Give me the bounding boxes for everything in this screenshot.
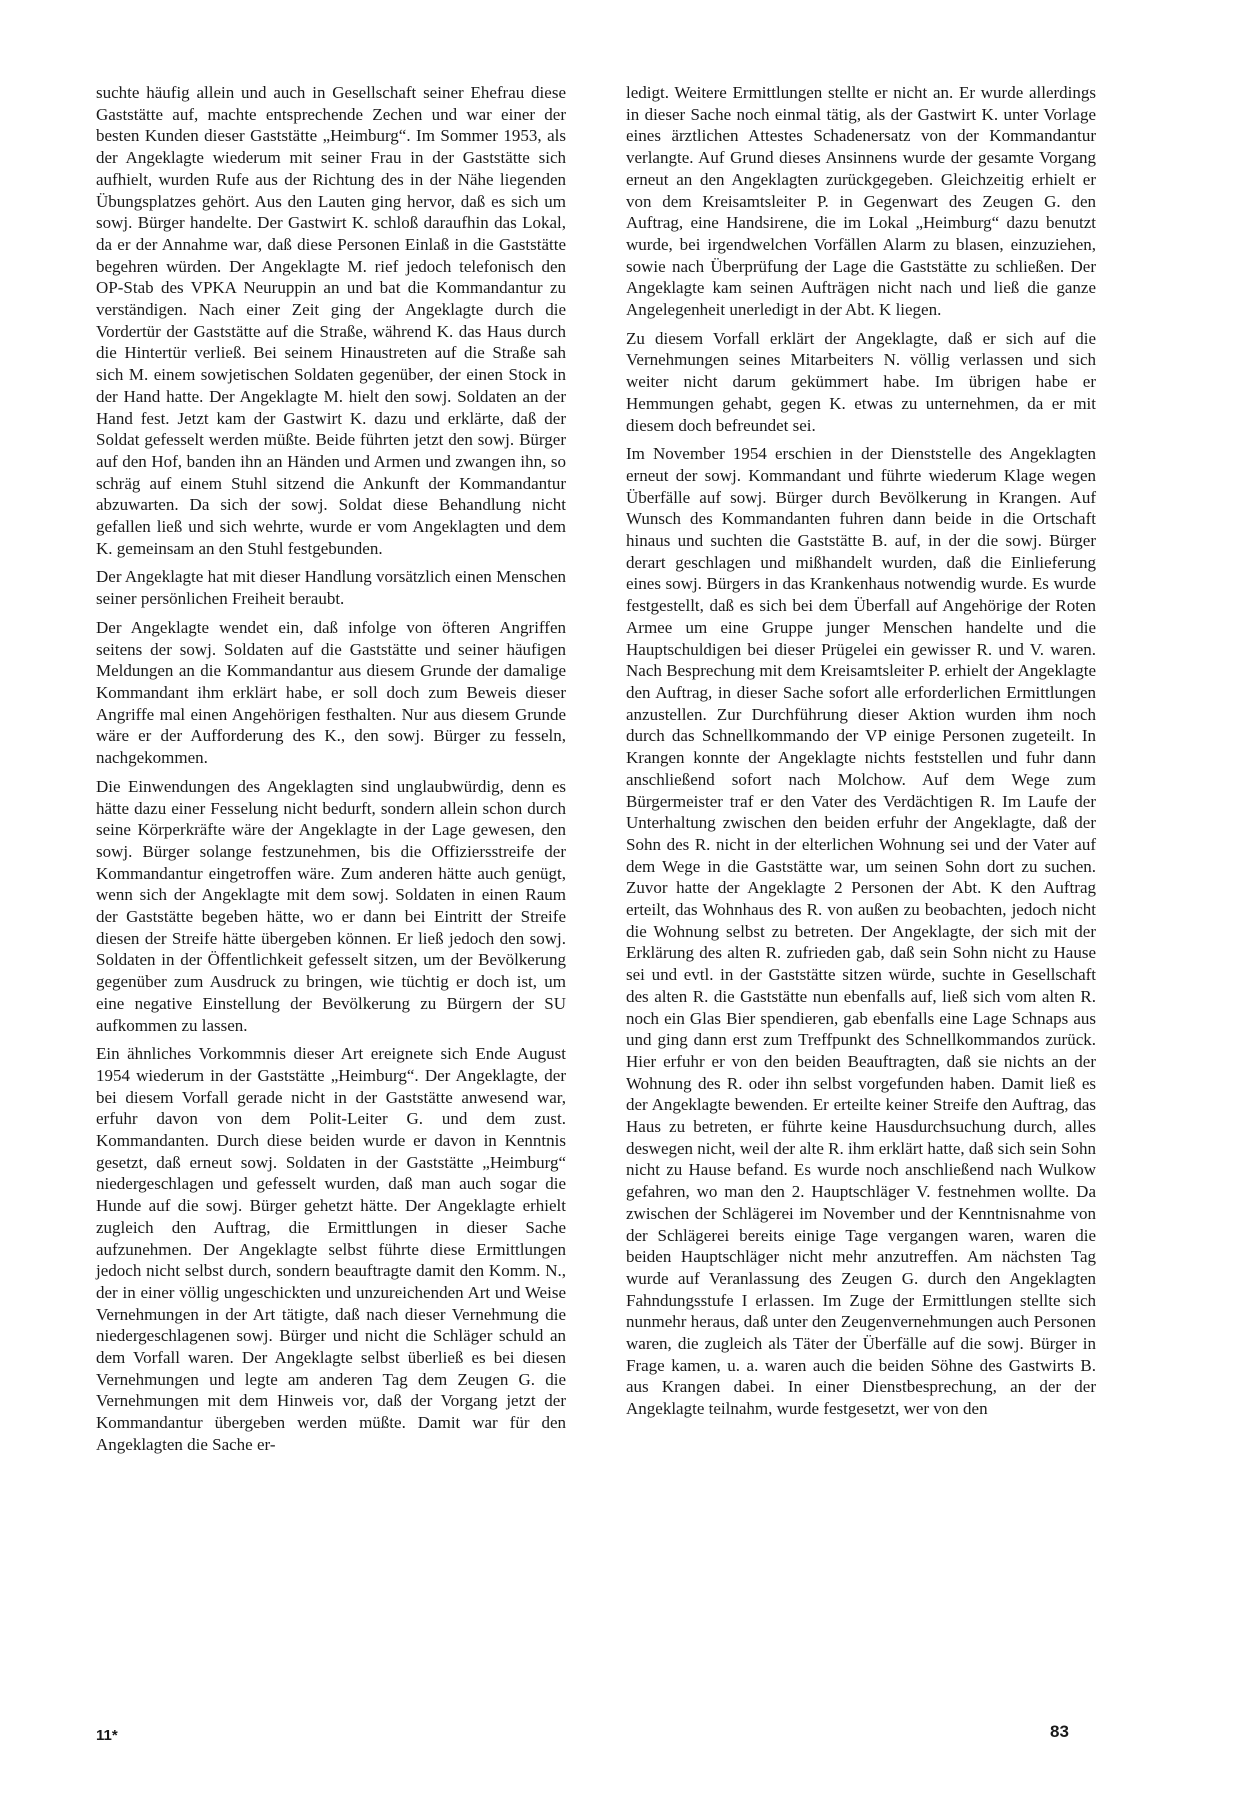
paragraph: Der Angeklagte hat mit dieser Handlung vorsätzlich einen Menschen seiner persönlichen Freiheit beraubt.: [96, 567, 566, 609]
paragraph: Die Einwendungen des Angeklagten sind unglaubwürdig, denn es hätte dazu einer Fesselung nicht bedurft, sondern allein schon durch seine Körperkräfte wäre der Angeklagte in der Lage gewesen, den sowj. Bürger solange festzunehmen, bis die Offiziersstreife der Kommandantur eingetroffen wäre. Zum anderen hätte auch genügt, wenn sich der Angeklagte mit dem sowj. Soldaten in einen Raum der Gaststätte begeben hätte, wo er dann bei Eintritt der Streife diesen der Streife hätte übergeben können. Er ließ jedoch den sowj. Soldaten in der Öffentlichkeit gefesselt sitzen, um der Bevölkerung gegenüber zum Ausdruck zu bringen, wie tüchtig er doch ist, um eine negative Einstellung der Bevölkerung zu Bürgern der SU aufkommen zu lassen.: [96, 776, 566, 1035]
paragraph: Der Angeklagte wendet ein, daß infolge von öfteren Angriffen seitens der sowj. Soldaten auf die Gaststätte und seiner häufigen Meldungen an die Kommandantur aus diesem Grunde der damalige Kommandant ihm erklärt habe, er soll doch zum Beweis dieser Angriffe mal einen Angehörigen festhalten. Nur aus diesem Grunde wäre er der Aufforderung des K., den sowj. Bürger zu fesseln, nachgekommen.: [96, 617, 566, 768]
signature-mark: 11*: [96, 1727, 118, 1744]
page-number: 83: [1050, 1722, 1069, 1741]
paragraph: ledigt. Weitere Ermittlungen stellte er nicht an. Er wurde allerdings in dieser Sache noch einmal tätig, als der Gastwirt K. unter Vorlage eines ärztlichen Attestes Schadenersatz von der Kommandantur verlangte. Auf Grund dieses Ansinnens wurde der gesamte Vorgang erneut an den Angeklagten zurückgegeben. Gleichzeitig erhielt er von dem Kreisamtsleiter P. in Gegenwart des Zeugen G. den Auftrag, eine Handsirene, die im Lokal „Heimburg“ dazu benutzt wurde, bei irgendwelchen Vorfällen Alarm zu blasen, einzuziehen, sowie nach Überprüfung der Lage die Gaststätte zu schließen. Der Angeklagte kam seinen Aufträgen nicht nach und ließ die ganze Angelegenheit unerledigt in der Abt. K liegen.: [626, 83, 1096, 320]
right-text-column: [626, 82, 1096, 1420]
paragraph: Im November 1954 erschien in der Dienststelle des Angeklagten erneut der sowj. Kommandant und führte wiederum Klage wegen Überfälle auf sowj. Bürger durch Bevölkerung in Krangen. Auf Wunsch des Kommandanten fuhren dann beide in die Ortschaft hinaus und suchten die Gaststätte B. auf, in der die sowj. Bürger derart geschlagen und mißhandelt wurden, daß die Einlieferung eines sowj. Bürgers in das Krankenhaus notwendig wurde. Es wurde festgestellt, daß es sich bei dem Überfall auf Angehörige der Roten Armee um eine Gruppe junger Menschen handelte und die Hauptschuldigen bei dieser Prügelei ein gewisser R. und V. waren. Nach Besprechung mit dem Kreisamtsleiter P. erhielt der Angeklagte den Auftrag, in dieser Sache sofort alle erforderlichen Ermittlungen anzustellen. Zur Durchführung dieser Aktion wurden ihm noch durch das Schnellkommando der VP einige Personen zugeteilt. In Krangen konnte der Angeklagte nichts feststellen und fuhr dann anschließend sofort nach Molchow. Auf dem Wege zum Bürgermeister traf er den Vater des Verdächtigen R. Im Laufe der Unterhaltung zwischen den beiden erfuhr der Angeklagte, daß der Sohn des R. nicht in der elterlichen Wohnung sei und der Vater auf dem Wege in die Gaststätte war, um seinen Sohn dort zu suchen. Zuvor hatte der Angeklagte 2 Personen der Abt. K den Auftrag erteilt, das Wohnhaus des R. von außen zu beobachten, jedoch nicht die Wohnung selbst zu betreten. Der Angeklagte, der sich mit der Erklärung des alten R. zufrieden gab, daß sein Sohn nicht zu Hause sei und evtl. in der Gaststätte sitzen würde, suchte in Gesellschaft des alten R. die Gaststätte nun ebenfalls auf, ließ sich vom alten R. noch ein Glas Bier spendieren, gab ebenfalls eine Lage Schnaps aus und ging dann erst zum Treffpunkt des Schnellkommandos zurück. Hier erfuhr er von den beiden Beauftragten, daß sie nichts an der Wohnung des R. oder ihn selbst vorgefunden haben. Damit ließ es der Angeklagte bewenden. Er erteilte keiner Streife den Auftrag, das Haus zu betreten, er führte keine Hausdurchsuchung durch, alles deswegen nicht, weil der alte R. ihm erklärt hatte, daß sich sein Sohn nicht zu Hause befand. Es wurde noch anschließend nach Wulkow gefahren, wo man den 2. Hauptschläger V. festnehmen wollte. Da zwischen der Schlägerei im November und der Kenntnisnahme von der Schlägerei bereits einige Tage vergangen waren, waren die beiden Hauptschläger nicht mehr anzutreffen. Am nächsten Tag wurde auf Veranlassung des Zeugen G. durch den Angeklagten Fahndungsstufe I erlassen. Im Zuge der Ermittlungen stellte sich nunmehr heraus, daß unter den Zeugenvernehmungen auch Personen waren, die zugleich als Täter der Überfälle auf die sowj. Bürger in Frage kamen, u. a. waren auch die beiden Söhne des Gastwirts B. aus Krangen dabei. In einer Dienstbesprechung, an der der Angeklagte teilnahm, wurde festgesetzt, wer von den: [626, 444, 1096, 1419]
left-text-column: [96, 82, 566, 1456]
paragraph: Ein ähnliches Vorkommnis dieser Art ereignete sich Ende August 1954 wiederum in der Gaststätte „Heimburg“. Der Angeklagte, der bei diesem Vorfall gerade nicht in der Gaststätte anwesend war, erfuhr davon von dem Polit-Leiter G. und dem zust. Kommandanten. Durch diese beiden wurde er davon in Kenntnis gesetzt, daß erneut sowj. Soldaten in der Gaststätte „Heimburg“ niedergeschlagen und gefesselt wurden, daß man auch sogar die Hunde auf die sowj. Bürger gehetzt hätte. Der Angeklagte erhielt zugleich den Auftrag, die Ermittlungen in dieser Sache aufzunehmen. Der Angeklagte selbst führte diese Ermittlungen jedoch nicht selbst durch, sondern beauftragte damit den Komm. N., der in einer völlig ungeschickten und unzureichenden Art und Weise Vernehmungen in der Art tätigte, daß nach dieser Vernehmung die niedergeschlagenen sowj. Bürger und nicht die Schläger schuld an dem Vorfall waren. Der Angeklagte selbst überließ es bei diesen Vernehmungen und legte am anderen Tag dem Zeugen G. die Vernehmungen mit dem Hinweis vor, daß der Vorgang jetzt der Kommandantur übergeben werden müßte. Damit war für den Angeklagten die Sache er-: [96, 1044, 566, 1454]
paragraph: suchte häufig allein und auch in Gesellschaft seiner Ehefrau diese Gaststätte auf, machte entsprechende Zechen und war einer der besten Kunden dieser Gaststätte „Heimburg“. Im Sommer 1953, als der Angeklagte wiederum mit seiner Frau in der Gaststätte sich aufhielt, wurden Rufe aus der Richtung des in der Nähe liegenden Übungsplatzes gehört. Aus den Lauten ging hervor, daß es sich um sowj. Bürger handelte. Der Gastwirt K. schloß daraufhin das Lokal, da er der Annahme war, daß diese Personen Einlaß in die Gaststätte begehren würden. Der Angeklagte M. rief jedoch telefonisch den OP-Stab des VPKA Neuruppin an und bat die Kommandantur zu verständigen. Nach einer Zeit ging der Angeklagte durch die Vordertür der Gaststätte auf die Straße, während K. das Haus durch die Hintertür verließ. Bei seinem Hinaustreten auf die Straße sah sich M. einem sowjetischen Soldaten gegenüber, der einen Stock in der Hand hatte. Der Angeklagte M. hielt den sowj. Soldaten an der Hand fest. Jetzt kam der Gastwirt K. dazu und erklärte, daß der Soldat gefesselt werden müßte. Beide führten jetzt den sowj. Bürger auf den Hof, banden ihn an Händen und Armen und zwangen ihn, so schräg auf einem Stuhl sitzend die Ankunft der Kommandantur abzuwarten. Da sich der sowj. Soldat diese Behandlung nicht gefallen ließ und sich wehrte, wurde er vom Angeklagten und dem K. gemeinsam an den Stuhl festgebunden.: [96, 83, 566, 558]
paragraph: Zu diesem Vorfall erklärt der Angeklagte, daß er sich auf die Vernehmungen seines Mitarbeiters N. völlig verlassen und sich weiter nicht darum gekümmert habe. Im übrigen habe er Hemmungen gehabt, gegen K. etwas zu unternehmen, da er mit diesem doch befreundet sei.: [626, 328, 1096, 435]
